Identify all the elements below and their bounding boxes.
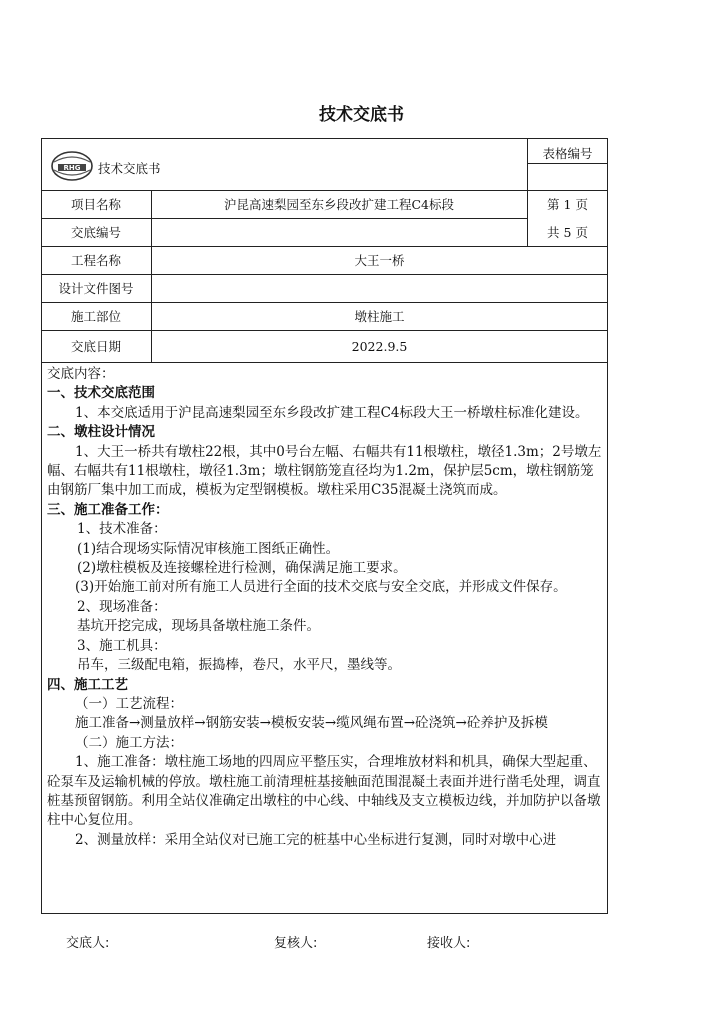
svg-text:RHG: RHG [63, 164, 81, 172]
design-label: 设计文件图号 [58, 281, 134, 296]
divider [41, 362, 608, 363]
receiver-label: 接收人: [427, 936, 471, 951]
section-heading: 三、施工准备工作： [47, 501, 169, 518]
reviewer-label: 复核人: [274, 936, 318, 951]
section-heading: 二、墩柱设计情况 [47, 424, 155, 441]
project-label: 项目名称 [70, 197, 121, 212]
paragraph: 1、大王一桥共有墩柱22根，其中0号台左幅、右幅共有11根墩柱，墩径1.3m；2号墩左幅、右幅共有11根墩柱，墩径1.3m；墩柱钢筋笼直径均为1.2m，保护层5cm，墩柱钢筋笼由钢筋厂集中加工而成，模板为定型钢模板。墩柱采用C35混凝土浇筑而成。 [47, 443, 602, 499]
date-value: 2022.9.5 [351, 338, 408, 354]
project-value: 沪昆高速梨园至东乡段改扩建工程C4标段 [223, 197, 455, 212]
page-number: 第 1 页 [547, 197, 588, 212]
header-subtitle: 技术交底书 [98, 161, 161, 176]
paragraph: (1)结合现场实际情况审核施工图纸正确性。 [77, 540, 340, 557]
paragraph: 3、施工机具： [77, 637, 167, 654]
work-label: 工程名称 [70, 253, 121, 268]
document-title: 技术交底书 [319, 105, 404, 125]
work-value: 大王一桥 [354, 253, 405, 268]
paragraph: (2)墩柱模板及连接螺栓进行检测，确保满足施工要求。 [77, 560, 407, 577]
part-label: 施工部位 [70, 309, 121, 324]
paragraph: (3)开始施工前对所有施工人员进行全面的技术交底与安全交底，并形成文件保存。 [75, 579, 567, 596]
paragraph: 吊车，三级配电箱，振捣棒，卷尺，水平尺，墨线等。 [77, 657, 401, 674]
paragraph: 基坑开挖完成，现场具备墩柱施工条件。 [77, 618, 320, 635]
form-number-label: 表格编号 [542, 146, 593, 161]
total-pages: 共 5 页 [547, 225, 588, 240]
paragraph: 1、施工准备：墩柱施工场地的四周应平整压实，合理堆放材料和机具，确保大型起重、砼泵车及运输机械的停放。墩柱施工前清理桩基接触面范围混凝土表面并进行凿毛处理，调直桩基预留钢筋。利用全站仪准确定出墩柱的中心线、中轴线及支立模板边线，并加防护以备墩柱中心复位用。 [47, 754, 601, 829]
paragraph: 2、现场准备： [77, 598, 167, 615]
code-label: 交底编号 [70, 225, 121, 240]
code-value [151, 218, 527, 246]
section-heading: 一、技术交底范围 [47, 385, 155, 402]
paragraph: （二）施工方法： [75, 734, 183, 751]
company-logo-icon [50, 150, 94, 182]
disclosure-content [47, 365, 603, 850]
part-value: 墩柱施工 [354, 309, 405, 324]
paragraph: （一）工艺流程： [75, 695, 183, 712]
paragraph: 1、技术准备： [77, 521, 167, 538]
paragraph: 1、本交底适用于沪昆高速梨园至东乡段改扩建工程C4标段大王一桥墩柱标准化建设。 [75, 404, 589, 421]
paragraph: 施工准备→测量放样→钢筋安装→模板安装→缆风绳布置→砼浇筑→砼养护及拆模 [75, 715, 548, 732]
paragraph: 2、测量放样：采用全站仪对已施工完的桩基中心坐标进行复测，同时对墩中心进 [75, 831, 557, 848]
content-intro: 交底内容： [47, 366, 115, 382]
presenter-label: 交底人: [66, 936, 110, 951]
design-value [151, 274, 608, 302]
section-heading: 四、施工工艺 [47, 676, 128, 693]
date-label: 交底日期 [70, 339, 121, 354]
